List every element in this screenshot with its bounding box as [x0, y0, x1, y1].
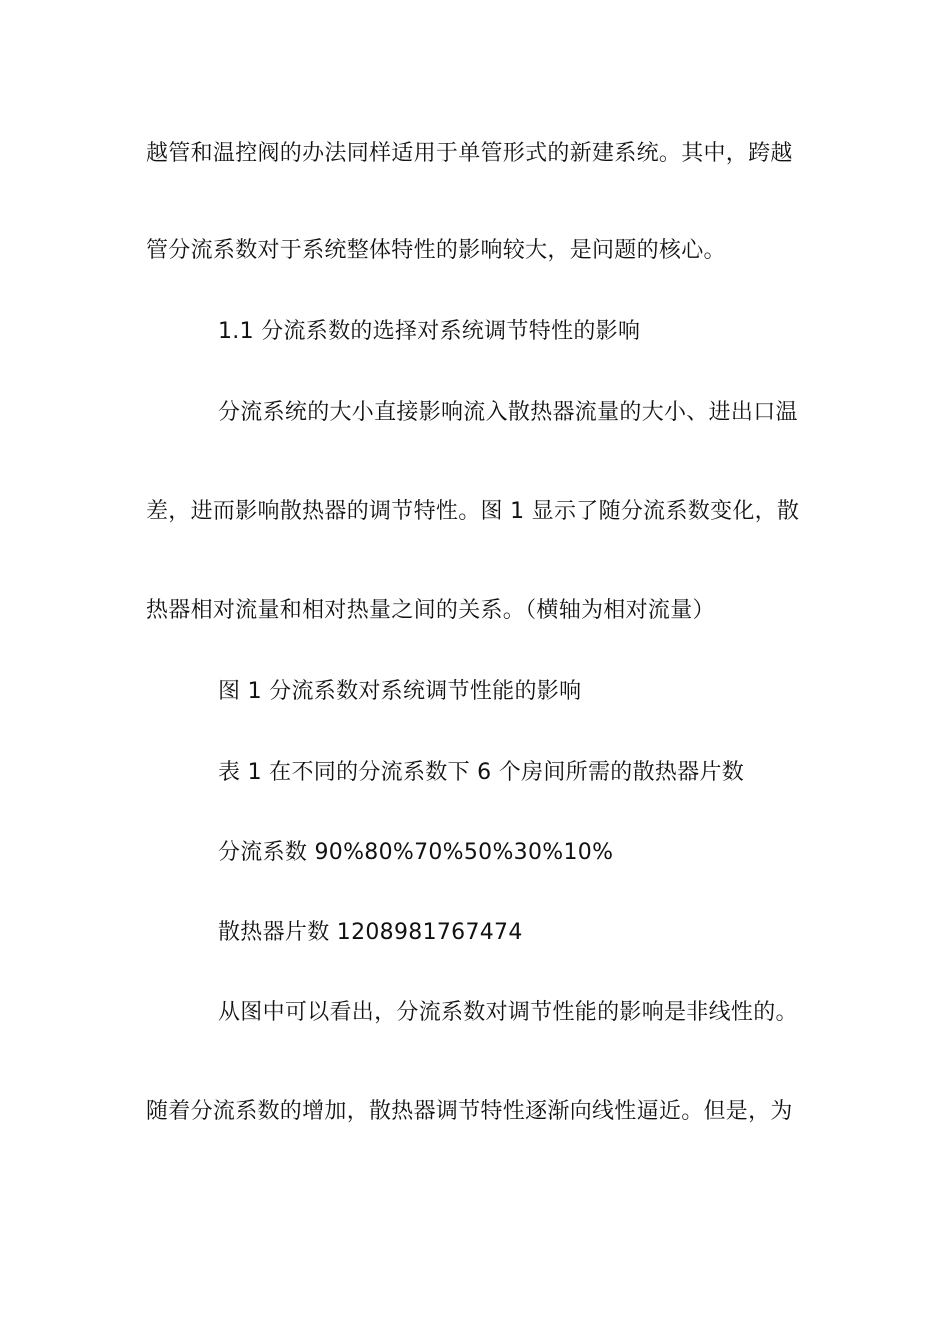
paragraph-line: 越管和温控阀的办法同样适用于单管形式的新建系统。其中，跨越 — [146, 141, 793, 166]
figure-caption: 图 1 分流系数对系统调节性能的影响 — [218, 679, 582, 704]
paragraph-line: 从图中可以看出，分流系数对调节性能的影响是非线性的。 — [218, 1000, 798, 1025]
section-heading: 1.1 分流系数的选择对系统调节特性的影响 — [218, 319, 641, 344]
table-caption: 表 1 在不同的分流系数下 6 个房间所需的散热器片数 — [218, 760, 745, 785]
paragraph-line: 差，进而影响散热器的调节特性。图 1 显示了随分流系数变化，散 — [146, 499, 800, 524]
paragraph-line: 管分流系数对于系统整体特性的影响较大，是问题的核心。 — [146, 238, 726, 263]
paragraph-line: 热器相对流量和相对热量之间的关系。（横轴为相对流量） — [146, 598, 715, 623]
table-row-ratio: 分流系数 90%80%70%50%30%10% — [218, 840, 614, 865]
paragraph-line: 分流系统的大小直接影响流入散热器流量的大小、进出口温 — [218, 400, 798, 425]
paragraph-line: 随着分流系数的增加，散热器调节特性逐渐向线性逼近。但是，为 — [146, 1099, 793, 1124]
table-row-radiator-count: 散热器片数 1208981767474 — [218, 920, 523, 945]
